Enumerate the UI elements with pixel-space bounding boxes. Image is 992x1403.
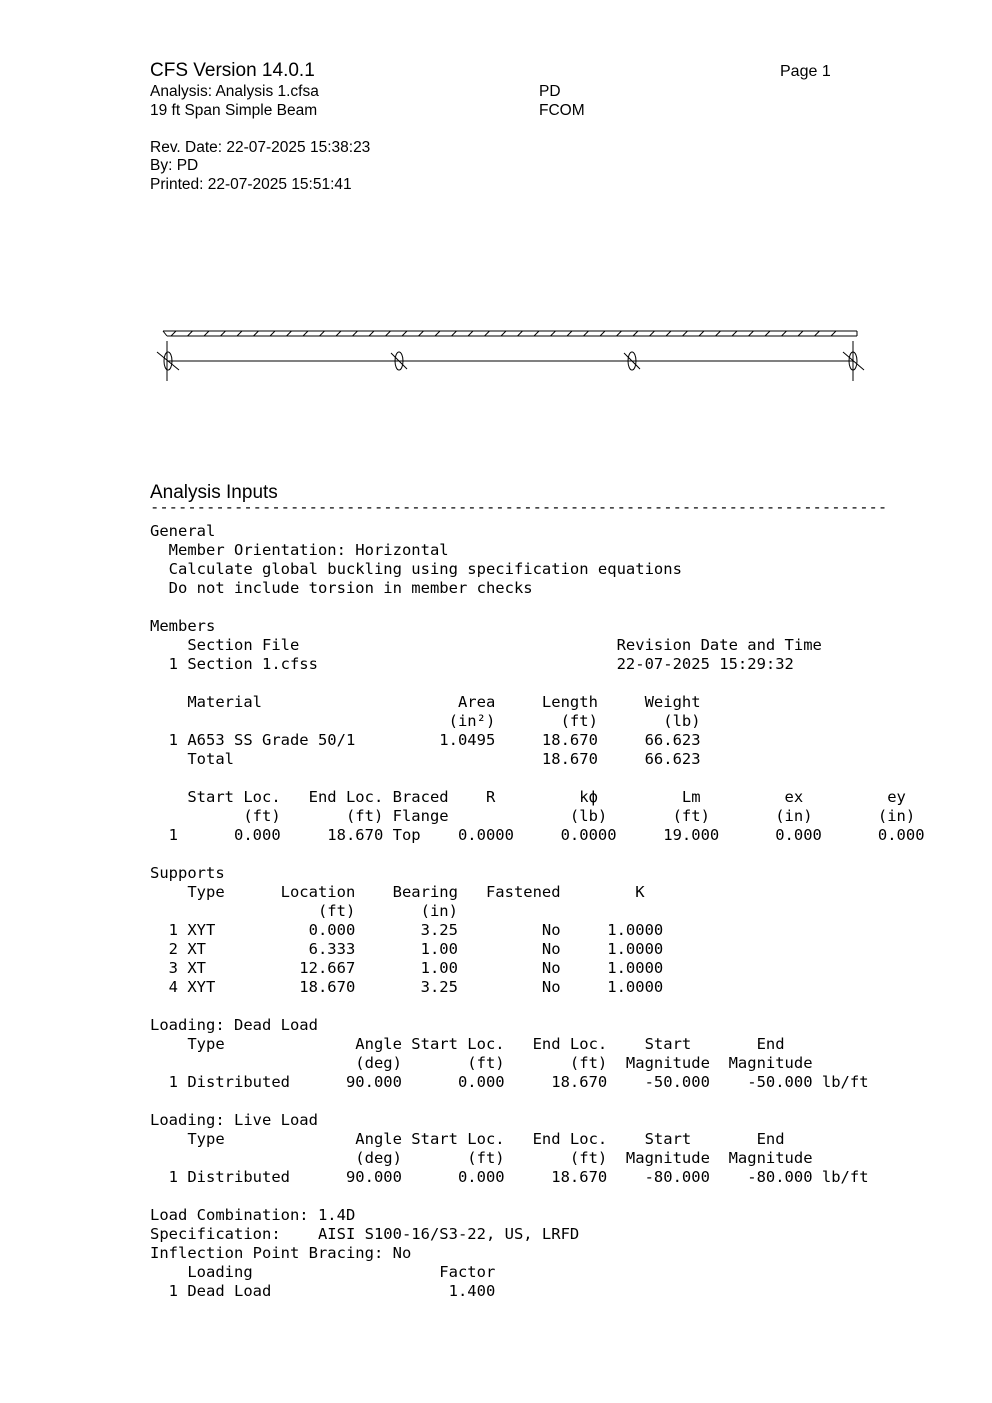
load-hatch-mark bbox=[287, 331, 292, 336]
report-line: 1 0.000 18.670 Top 0.0000 0.0000 19.000 0.000 0.000 bbox=[150, 826, 925, 844]
load-hatch-mark bbox=[551, 331, 556, 336]
report-line: Specification: AISI S100-16/S3-22, US, LRFD bbox=[150, 1225, 580, 1243]
load-hatch-mark bbox=[815, 331, 820, 336]
load-hatch-mark bbox=[567, 331, 572, 336]
report-line: 1 XYT 0.000 3.25 No 1.0000 bbox=[150, 921, 664, 939]
report-line: (deg) (ft) (ft) Magnitude Magnitude bbox=[150, 1054, 813, 1072]
report-line: Loading Factor bbox=[150, 1263, 496, 1281]
load-hatch-mark bbox=[518, 331, 523, 336]
beam-diagram bbox=[0, 0, 992, 420]
report-line: (ft) (ft) Flange (lb) (ft) (in) (in) bbox=[150, 807, 916, 825]
load-hatch-mark bbox=[831, 331, 836, 336]
load-hatch-mark bbox=[369, 331, 374, 336]
report-line: 1 Dead Load 1.400 bbox=[150, 1282, 496, 1300]
load-hatch-mark bbox=[633, 331, 638, 336]
report-line: 3 XT 12.667 1.00 No 1.0000 bbox=[150, 959, 664, 977]
report-line: (in²) (ft) (lb) bbox=[150, 712, 701, 730]
analysis-code: PD bbox=[539, 83, 561, 100]
report-line bbox=[150, 1092, 925, 1111]
report-line: Material Area Length Weight bbox=[150, 693, 701, 711]
report-line: 1 Distributed 90.000 0.000 18.670 -50.000 -50.000 lb/ft bbox=[150, 1073, 869, 1091]
report-line: (deg) (ft) (ft) Magnitude Magnitude bbox=[150, 1149, 813, 1167]
report-line: 1 Distributed 90.000 0.000 18.670 -80.000 -80.000 lb/ft bbox=[150, 1168, 869, 1186]
report-line bbox=[150, 769, 925, 788]
report-line: Members bbox=[150, 617, 216, 635]
load-hatch-mark bbox=[534, 331, 539, 336]
load-hatch-mark bbox=[452, 331, 457, 336]
report-line: Section File Revision Date and Time bbox=[150, 636, 822, 654]
load-hatch-mark bbox=[303, 331, 308, 336]
report-line: Loading: Live Load bbox=[150, 1111, 318, 1129]
load-hatch-mark bbox=[650, 331, 655, 336]
report-line: Supports bbox=[150, 864, 225, 882]
report-line: 1 A653 SS Grade 50/1 1.0495 18.670 66.623 bbox=[150, 731, 701, 749]
report-line bbox=[150, 997, 925, 1016]
report-line bbox=[150, 845, 925, 864]
report-line: Inflection Point Bracing: No bbox=[150, 1244, 412, 1262]
report-line: Type Angle Start Loc. End Loc. Start End bbox=[150, 1130, 785, 1148]
load-hatch-mark bbox=[237, 331, 242, 336]
span-code: FCOM bbox=[539, 102, 585, 119]
section-title: Analysis Inputs bbox=[150, 482, 278, 503]
author: By: PD bbox=[150, 157, 199, 174]
load-hatch-mark bbox=[749, 331, 754, 336]
load-hatch-mark bbox=[485, 331, 490, 336]
app-version-title: CFS Version 14.0.1 bbox=[150, 60, 315, 81]
load-hatch-mark bbox=[419, 331, 424, 336]
report-line: Do not include torsion in member checks bbox=[150, 579, 533, 597]
revision-date: Rev. Date: 22-07-2025 15:38:23 bbox=[150, 139, 371, 156]
load-hatch-mark bbox=[336, 331, 341, 336]
report-line: Calculate global buckling using specification equations bbox=[150, 560, 682, 578]
load-hatch-mark bbox=[204, 331, 209, 336]
report-line: Load Combination: 1.4D bbox=[150, 1206, 356, 1224]
printed-date: Printed: 22-07-2025 15:51:41 bbox=[150, 176, 352, 193]
load-hatch-mark bbox=[699, 331, 704, 336]
load-hatch-mark bbox=[221, 331, 226, 336]
load-hatch-mark bbox=[353, 331, 358, 336]
report-line: Type Angle Start Loc. End Loc. Start End bbox=[150, 1035, 785, 1053]
report-line bbox=[150, 1187, 925, 1206]
report-line: (ft) (in) bbox=[150, 902, 458, 920]
load-hatch-mark bbox=[402, 331, 407, 336]
report-line: Member Orientation: Horizontal bbox=[150, 541, 449, 559]
load-hatch-mark bbox=[782, 331, 787, 336]
report-line: Type Location Bearing Fastened K bbox=[150, 883, 645, 901]
section-divider: ------------------------------------------------------------------------------- bbox=[150, 498, 888, 516]
load-hatch-mark bbox=[798, 331, 803, 336]
load-hatch-mark bbox=[188, 331, 193, 336]
load-hatch-mark bbox=[468, 331, 473, 336]
load-hatch-mark bbox=[666, 331, 671, 336]
load-hatch-mark bbox=[600, 331, 605, 336]
analysis-inputs-report bbox=[150, 522, 925, 1301]
load-hatch-mark bbox=[270, 331, 275, 336]
load-hatch-mark bbox=[617, 331, 622, 336]
load-hatch-mark bbox=[435, 331, 440, 336]
load-hatch-mark bbox=[171, 331, 176, 336]
load-hatch-mark bbox=[732, 331, 737, 336]
page-number: Page 1 bbox=[780, 63, 831, 80]
load-hatch-mark bbox=[320, 331, 325, 336]
distributed-load-band bbox=[163, 331, 857, 336]
report-line bbox=[150, 674, 925, 693]
analysis-file: Analysis: Analysis 1.cfsa bbox=[150, 83, 319, 100]
load-hatch-mark bbox=[254, 331, 259, 336]
load-hatch-mark bbox=[386, 331, 391, 336]
load-hatch-mark bbox=[716, 331, 721, 336]
load-hatch-mark bbox=[501, 331, 506, 336]
report-line: Start Loc. End Loc. Braced R kϕ Lm ex ey bbox=[150, 788, 906, 806]
report-line: Total 18.670 66.623 bbox=[150, 750, 701, 768]
load-hatch-mark bbox=[584, 331, 589, 336]
report-line: 2 XT 6.333 1.00 No 1.0000 bbox=[150, 940, 664, 958]
report-line bbox=[150, 598, 925, 617]
span-description: 19 ft Span Simple Beam bbox=[150, 102, 318, 119]
load-hatch-mark bbox=[683, 331, 688, 336]
report-line: 1 Section 1.cfss 22-07-2025 15:29:32 bbox=[150, 655, 794, 673]
report-line: General bbox=[150, 522, 216, 540]
report-line: 4 XYT 18.670 3.25 No 1.0000 bbox=[150, 978, 664, 996]
report-line: Loading: Dead Load bbox=[150, 1016, 318, 1034]
load-hatch-mark bbox=[765, 331, 770, 336]
